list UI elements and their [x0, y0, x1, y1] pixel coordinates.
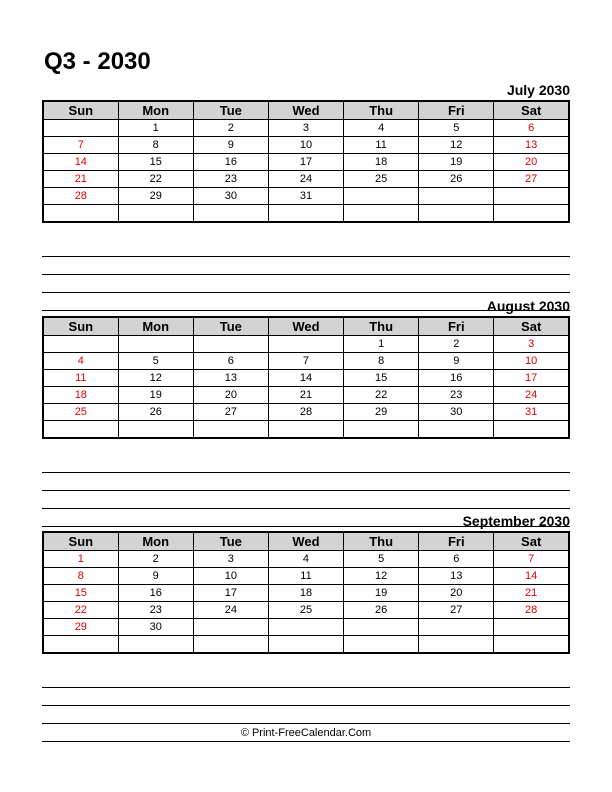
day-cell: 29: [344, 404, 419, 421]
day-cell: [494, 205, 569, 223]
weekday-header: Tue: [193, 317, 268, 336]
day-cell: 7: [43, 137, 118, 154]
day-cell: 6: [419, 551, 494, 568]
day-cell: 26: [419, 171, 494, 188]
weekday-header: Sat: [494, 101, 569, 120]
day-cell: 23: [193, 171, 268, 188]
weekday-header: Thu: [344, 532, 419, 551]
day-cell: 24: [193, 602, 268, 619]
calendar-grid: [42, 316, 570, 439]
day-cell: 22: [344, 387, 419, 404]
day-cell: [118, 205, 193, 223]
day-cell: [268, 619, 343, 636]
week-row: [43, 568, 569, 585]
day-cell: [419, 205, 494, 223]
day-cell: 9: [419, 353, 494, 370]
weekday-header: Fri: [419, 317, 494, 336]
day-cell: [419, 421, 494, 439]
day-cell: 1: [118, 120, 193, 137]
month-block: [42, 296, 570, 527]
day-cell: [344, 188, 419, 205]
day-cell: [43, 421, 118, 439]
day-cell: [118, 336, 193, 353]
day-cell: [268, 636, 343, 654]
day-cell: [193, 336, 268, 353]
day-cell: 9: [118, 568, 193, 585]
weekday-header: Sun: [43, 101, 118, 120]
day-cell: 4: [43, 353, 118, 370]
day-cell: 25: [43, 404, 118, 421]
month-block: [42, 511, 570, 742]
day-cell: 26: [118, 404, 193, 421]
day-cell: 5: [344, 551, 419, 568]
day-cell: 30: [419, 404, 494, 421]
day-cell: 14: [268, 370, 343, 387]
weekday-header: Wed: [268, 532, 343, 551]
day-cell: 11: [43, 370, 118, 387]
day-cell: [419, 188, 494, 205]
day-cell: [193, 205, 268, 223]
week-row: [43, 551, 569, 568]
weekday-header: Thu: [344, 101, 419, 120]
day-cell: 30: [193, 188, 268, 205]
weekday-header: Wed: [268, 317, 343, 336]
day-cell: 19: [419, 154, 494, 171]
day-cell: 27: [494, 171, 569, 188]
day-cell: 7: [268, 353, 343, 370]
day-cell: 10: [193, 568, 268, 585]
day-cell: 11: [344, 137, 419, 154]
day-cell: 21: [494, 585, 569, 602]
week-row: [43, 336, 569, 353]
calendar-grid: [42, 531, 570, 654]
day-cell: 17: [494, 370, 569, 387]
week-row: [43, 370, 569, 387]
month-block: [42, 80, 570, 311]
day-cell: 3: [268, 120, 343, 137]
weekday-header: Fri: [419, 101, 494, 120]
day-cell: 8: [43, 568, 118, 585]
page-title: Q3 - 2030: [44, 48, 151, 75]
day-cell: 18: [43, 387, 118, 404]
day-cell: [494, 421, 569, 439]
day-cell: 25: [344, 171, 419, 188]
day-cell: 31: [268, 188, 343, 205]
day-cell: 6: [193, 353, 268, 370]
day-cell: 28: [268, 404, 343, 421]
day-cell: 1: [43, 551, 118, 568]
week-row: [43, 619, 569, 636]
day-cell: 24: [268, 171, 343, 188]
weekday-header-row: [43, 101, 569, 120]
day-cell: [344, 636, 419, 654]
day-cell: 8: [118, 137, 193, 154]
day-cell: [118, 421, 193, 439]
day-cell: 27: [193, 404, 268, 421]
day-cell: [268, 421, 343, 439]
day-cell: [43, 636, 118, 654]
weekday-header: Fri: [419, 532, 494, 551]
day-cell: [494, 619, 569, 636]
month-title: September 2030: [462, 513, 570, 529]
day-cell: 6: [494, 120, 569, 137]
day-cell: 15: [43, 585, 118, 602]
day-cell: 31: [494, 404, 569, 421]
weekday-header: Mon: [118, 101, 193, 120]
day-cell: 20: [494, 154, 569, 171]
week-row: [43, 137, 569, 154]
day-cell: 14: [43, 154, 118, 171]
weekday-header: Sun: [43, 317, 118, 336]
note-line[interactable]: [42, 473, 570, 491]
day-cell: 2: [118, 551, 193, 568]
week-row: [43, 636, 569, 654]
week-row: [43, 387, 569, 404]
day-cell: [419, 619, 494, 636]
day-cell: 28: [43, 188, 118, 205]
note-line[interactable]: [42, 455, 570, 473]
day-cell: 29: [118, 188, 193, 205]
weekday-header: Sat: [494, 317, 569, 336]
day-cell: 4: [268, 551, 343, 568]
week-row: [43, 188, 569, 205]
day-cell: 10: [268, 137, 343, 154]
day-cell: 30: [118, 619, 193, 636]
day-cell: 5: [118, 353, 193, 370]
weekday-header: Mon: [118, 317, 193, 336]
day-cell: [494, 636, 569, 654]
day-cell: [268, 205, 343, 223]
day-cell: 7: [494, 551, 569, 568]
week-row: [43, 353, 569, 370]
week-row: [43, 154, 569, 171]
note-line[interactable]: [42, 275, 570, 293]
day-cell: 16: [118, 585, 193, 602]
week-row: [43, 205, 569, 223]
day-cell: 3: [494, 336, 569, 353]
day-cell: 11: [268, 568, 343, 585]
day-cell: 28: [494, 602, 569, 619]
day-cell: 23: [118, 602, 193, 619]
day-cell: 17: [268, 154, 343, 171]
day-cell: 8: [344, 353, 419, 370]
note-line[interactable]: [42, 670, 570, 688]
weekday-header-row: [43, 532, 569, 551]
day-cell: 16: [419, 370, 494, 387]
day-cell: 10: [494, 353, 569, 370]
note-line[interactable]: [42, 491, 570, 509]
month-title: July 2030: [506, 82, 570, 98]
day-cell: [344, 421, 419, 439]
day-cell: [43, 120, 118, 137]
day-cell: 13: [494, 137, 569, 154]
day-cell: 26: [344, 602, 419, 619]
weekday-header: Sat: [494, 532, 569, 551]
note-line[interactable]: [42, 688, 570, 706]
day-cell: 20: [193, 387, 268, 404]
day-cell: 3: [193, 551, 268, 568]
day-cell: 15: [118, 154, 193, 171]
day-cell: 12: [344, 568, 419, 585]
day-cell: [43, 205, 118, 223]
footer-credit[interactable]: © Print-FreeCalendar.Com: [240, 727, 372, 739]
week-row: [43, 404, 569, 421]
day-cell: [193, 619, 268, 636]
day-cell: 18: [344, 154, 419, 171]
weekday-header: Tue: [193, 532, 268, 551]
day-cell: 27: [419, 602, 494, 619]
day-cell: 9: [193, 137, 268, 154]
day-cell: 14: [494, 568, 569, 585]
note-line[interactable]: [42, 706, 570, 724]
weekday-header: Wed: [268, 101, 343, 120]
week-row: [43, 585, 569, 602]
day-cell: 2: [193, 120, 268, 137]
day-cell: 17: [193, 585, 268, 602]
day-cell: 19: [344, 585, 419, 602]
day-cell: 12: [118, 370, 193, 387]
day-cell: 21: [268, 387, 343, 404]
note-line[interactable]: [42, 239, 570, 257]
day-cell: [344, 619, 419, 636]
day-cell: 16: [193, 154, 268, 171]
day-cell: 21: [43, 171, 118, 188]
month-title: August 2030: [486, 298, 570, 314]
day-cell: 15: [344, 370, 419, 387]
day-cell: 24: [494, 387, 569, 404]
weekday-header: Sun: [43, 532, 118, 551]
day-cell: 1: [344, 336, 419, 353]
day-cell: 20: [419, 585, 494, 602]
calendar-grid: [42, 100, 570, 223]
week-row: [43, 421, 569, 439]
week-row: [43, 171, 569, 188]
day-cell: 29: [43, 619, 118, 636]
day-cell: 13: [419, 568, 494, 585]
day-cell: 25: [268, 602, 343, 619]
weekday-header: Mon: [118, 532, 193, 551]
day-cell: 22: [43, 602, 118, 619]
day-cell: 13: [193, 370, 268, 387]
day-cell: [43, 336, 118, 353]
day-cell: [344, 205, 419, 223]
day-cell: 5: [419, 120, 494, 137]
day-cell: 23: [419, 387, 494, 404]
day-cell: 2: [419, 336, 494, 353]
weekday-header: Thu: [344, 317, 419, 336]
day-cell: [118, 636, 193, 654]
week-row: [43, 602, 569, 619]
day-cell: 12: [419, 137, 494, 154]
day-cell: 19: [118, 387, 193, 404]
week-row: [43, 120, 569, 137]
day-cell: [193, 421, 268, 439]
day-cell: [268, 336, 343, 353]
note-line[interactable]: [42, 257, 570, 275]
day-cell: 18: [268, 585, 343, 602]
weekday-header: Tue: [193, 101, 268, 120]
day-cell: 4: [344, 120, 419, 137]
day-cell: 22: [118, 171, 193, 188]
day-cell: [494, 188, 569, 205]
day-cell: [419, 636, 494, 654]
weekday-header-row: [43, 317, 569, 336]
day-cell: [193, 636, 268, 654]
